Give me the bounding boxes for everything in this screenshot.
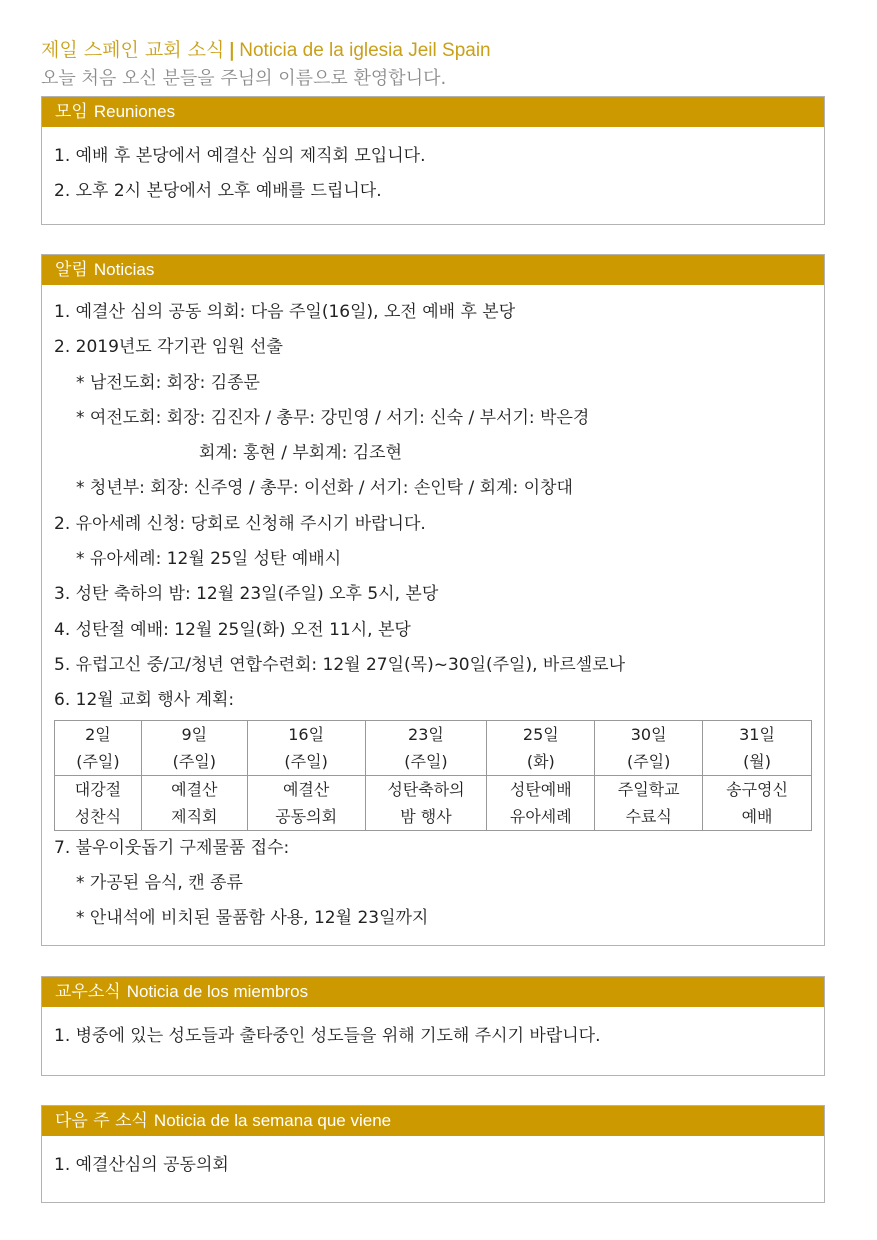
- table-cell: 25일 (화): [487, 720, 595, 775]
- section-title-ko: 모임: [55, 102, 88, 122]
- december-events-table: [54, 720, 812, 831]
- section-body-noticias: [42, 285, 824, 944]
- list-item: 6. 12월 교회 행사 계획:: [54, 690, 235, 711]
- section-title-ko: 알림: [55, 260, 88, 280]
- title-korean: 제일 스페인 교회 소식: [41, 39, 225, 61]
- list-item: 3. 성탄 축하의 밤: 12월 23일(주일) 오후 5시, 본당: [54, 584, 439, 605]
- section-header-reuniones: [42, 97, 824, 127]
- section-title-ko: 교우소식: [55, 982, 121, 1002]
- list-subitem: * 안내석에 비치된 물품함 사용, 12월 23일까지: [76, 908, 429, 929]
- table-cell: 송구영신 예배: [703, 775, 812, 830]
- list-subitem: * 여전도회: 회장: 김진자 / 총무: 강민영 / 서기: 신숙 / 부서기: 박은경: [76, 407, 590, 428]
- section-title-es: Noticia de la semana que viene: [153, 1111, 392, 1130]
- section-body-miembros: [42, 1007, 824, 1062]
- table-cell: 23일 (주일): [365, 720, 487, 775]
- table-cell: 주일학교 수료식: [595, 775, 703, 830]
- table-cell: 예결산 공동의회: [247, 775, 365, 830]
- table-cell: 성탄예배 유아세례: [487, 775, 595, 830]
- section-reuniones: [41, 96, 825, 225]
- section-title-es: Noticias: [93, 260, 155, 279]
- table-row-events: [55, 775, 812, 830]
- table-cell: 성탄축하의 밤 행사: [365, 775, 487, 830]
- list-item: 2. 오후 2시 본당에서 오후 예배를 드립니다.: [54, 181, 382, 202]
- list-subitem-continued: 회계: 홍현 / 부회계: 김조현: [199, 443, 403, 464]
- title-spanish: Noticia de la iglesia Jeil Spain: [239, 40, 491, 61]
- bulletin-title: [41, 38, 831, 63]
- list-subitem: * 청년부: 회장: 신주영 / 총무: 이선화 / 서기: 손인탁 / 회계: 이창대: [76, 478, 573, 499]
- list-item: 1. 예결산 심의 공동 의회: 다음 주일(16일), 오전 예배 후 본당: [54, 302, 516, 322]
- section-title-es: Noticia de los miembros: [126, 982, 309, 1001]
- list-item: 2. 2019년도 각기관 임원 선출: [54, 337, 283, 358]
- section-noticias: [41, 254, 825, 946]
- table-cell: 16일 (주일): [247, 720, 365, 775]
- list-subitem: * 유아세례: 12월 25일 성탄 예배시: [76, 549, 342, 570]
- list-item: 7. 불우이웃돕기 구제물품 접수:: [54, 837, 290, 858]
- welcome-message: 오늘 처음 오신 분들을 주님의 이름으로 환영합니다.: [41, 68, 447, 89]
- section-title-es: Reuniones: [93, 102, 176, 121]
- list-item: 1. 예배 후 본당에서 예결산 심의 제직회 모입니다.: [54, 146, 426, 166]
- table-cell: 9일 (주일): [141, 720, 247, 775]
- list-subitem: * 남전도회: 회장: 김종문: [76, 372, 260, 393]
- section-miembros: [41, 976, 825, 1076]
- table-cell: 2일 (주일): [55, 720, 142, 775]
- section-header-noticias: [42, 255, 824, 285]
- table-row-dates: [55, 720, 812, 775]
- section-header-semana: [42, 1106, 824, 1136]
- section-title-ko: 다음 주 소식: [55, 1111, 148, 1131]
- list-item: 1. 예결산심의 공동의회: [54, 1155, 229, 1175]
- section-body-reuniones: [42, 127, 824, 218]
- table-cell: 대강절 성찬식: [55, 775, 142, 830]
- list-item: 4. 성탄절 예배: 12월 25일(화) 오전 11시, 본당: [54, 619, 411, 640]
- list-item: 5. 유럽고신 중/고/청년 연합수련회: 12월 27일(목)~30일(주일), 바르셀로나: [54, 654, 626, 675]
- table-cell: 30일 (주일): [595, 720, 703, 775]
- section-header-miembros: [42, 977, 824, 1007]
- list-item: 2. 유아세례 신청: 당회로 신청해 주시기 바랍니다.: [54, 513, 426, 534]
- section-body-semana: [42, 1136, 824, 1191]
- list-subitem: * 가공된 음식, 캔 종류: [76, 872, 243, 893]
- bulletin-header: [41, 38, 831, 91]
- section-semana: [41, 1105, 825, 1203]
- title-separator: |: [228, 39, 236, 61]
- list-item: 1. 병중에 있는 성도들과 출타중인 성도들을 위해 기도해 주시기 바랍니다.: [54, 1026, 601, 1046]
- table-cell: 예결산 제직회: [141, 775, 247, 830]
- table-cell: 31일 (월): [703, 720, 812, 775]
